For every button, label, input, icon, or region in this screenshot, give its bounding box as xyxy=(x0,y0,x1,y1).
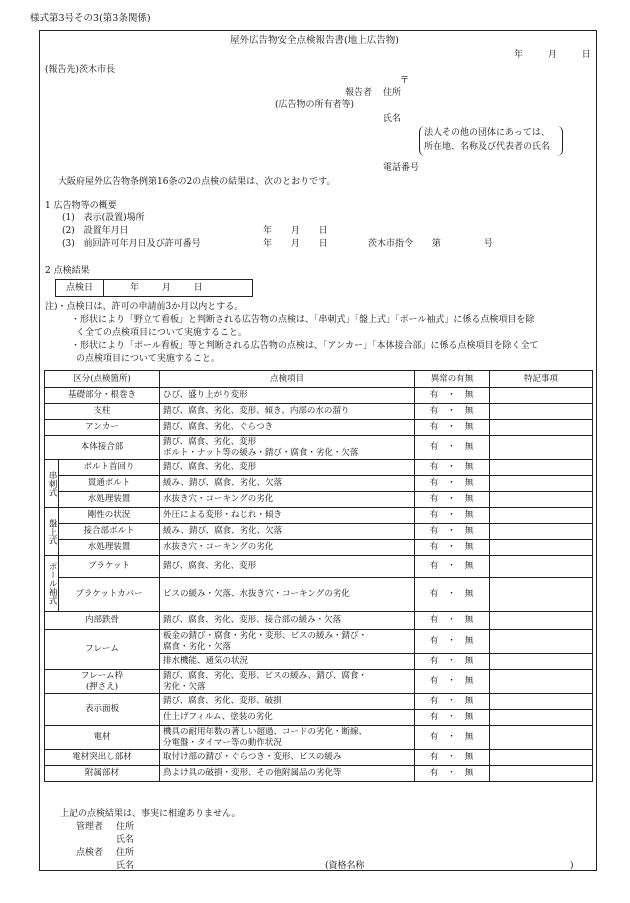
abnormal-check[interactable]: 有 ・ 無 xyxy=(415,524,490,540)
section1-heading: 1 広告物等の概要 xyxy=(45,201,117,211)
remarks-cell[interactable] xyxy=(490,540,593,556)
inspection-date-box xyxy=(55,279,253,297)
remarks-cell[interactable] xyxy=(490,694,593,710)
abnormal-check[interactable]: 有 ・ 無 xyxy=(415,508,490,524)
group-pole: ポール袖式 xyxy=(45,556,59,612)
remarks-cell[interactable] xyxy=(490,524,593,540)
table-row: 串刺式 ボルト首回り 錆び、腐食、劣化、変形 有 ・ 無 xyxy=(45,460,593,476)
remarks-cell[interactable] xyxy=(490,556,593,578)
addressee: (報告先)茨木市長 xyxy=(45,65,116,75)
abnormal-check[interactable]: 有 ・ 無 xyxy=(415,750,490,766)
qualification-close: ) xyxy=(570,861,574,871)
remarks-cell[interactable] xyxy=(490,766,593,782)
inspection-date-value[interactable]: 年 月 日 xyxy=(130,283,203,293)
manager-label: 管理者 xyxy=(76,822,104,832)
permit-date-fields: 年 月 日 xyxy=(263,239,328,249)
remarks-cell[interactable] xyxy=(490,404,593,420)
owner-note: (広告物の所有者等) xyxy=(275,100,355,110)
table-row: 基礎部分・根巻き ひび、盛り上がり変形 有 ・ 無 xyxy=(45,388,593,404)
inspector-address-label: 住所 xyxy=(116,848,135,858)
remarks-cell[interactable] xyxy=(490,750,593,766)
manager-address-label: 住所 xyxy=(116,822,135,832)
abnormal-check[interactable]: 有 ・ 無 xyxy=(415,476,490,492)
table-row: 表示面板 錆び、腐食、劣化、変形、破損 有 ・ 無 xyxy=(45,694,593,710)
table-row: 支柱 錆び、腐食、劣化、変形、傾き、内部の水の溜り 有 ・ 無 xyxy=(45,404,593,420)
abnormal-check[interactable]: 有 ・ 無 xyxy=(415,436,490,460)
group-banjo: 盤上式 xyxy=(45,508,59,556)
note-line-1: 注)・点検日は、許可の申請前3か月以内とする。 xyxy=(45,302,244,312)
table-row: 水処理装置 水抜き穴・コーキングの劣化 有 ・ 無 xyxy=(45,492,593,508)
abnormal-check[interactable]: 有 ・ 無 xyxy=(415,460,490,476)
remarks-cell[interactable] xyxy=(490,654,593,670)
abnormal-check[interactable]: 有 ・ 無 xyxy=(415,766,490,782)
remarks-cell[interactable] xyxy=(490,420,593,436)
install-date-fields: 年 月 日 xyxy=(263,226,328,236)
abnormal-check[interactable]: 有 ・ 無 xyxy=(415,630,490,654)
table-row: 電材突出し部材 取付け部の錆び・ぐらつき・変形、ビスの緩み 有 ・ 無 xyxy=(45,750,593,766)
inspection-date-label: 点検日 xyxy=(56,280,104,296)
section2-heading: 2 点検結果 xyxy=(45,266,90,276)
header-remarks: 特記事項 xyxy=(490,371,593,388)
corporate-note-line2: 所在地、名称及び代表者の氏名 xyxy=(424,142,551,152)
note-line-4: ・形状により「ポール看板」等と判断される広告物の点検は、「アンカー」「本体接合部」に係る点検項目を除く全て xyxy=(71,341,539,351)
remarks-cell[interactable] xyxy=(490,726,593,750)
remarks-cell[interactable] xyxy=(490,508,593,524)
overview-item-location: (1) 表示(設置)場所 xyxy=(62,213,145,223)
overview-item-permit: (3) 前回許可年月日及び許可番号 xyxy=(62,239,201,249)
abnormal-check[interactable]: 有 ・ 無 xyxy=(415,654,490,670)
abnormal-check[interactable]: 有 ・ 無 xyxy=(415,710,490,726)
abnormal-check[interactable]: 有 ・ 無 xyxy=(415,404,490,420)
remarks-cell[interactable] xyxy=(490,630,593,654)
table-row: フレーム 板金の錆び・腐食・劣化・変形、ビスの緩み・錆び・ 腐食・劣化・欠落 有 ・ 無 xyxy=(45,630,593,654)
year-label: 年 xyxy=(514,50,524,60)
remarks-cell[interactable] xyxy=(490,578,593,612)
table-header-row xyxy=(45,371,593,388)
declaration-text: 上記の点検結果は、事実に相違ありません。 xyxy=(60,809,241,819)
table-row: 仕上げフィルム、塗装の劣化 有 ・ 無 xyxy=(45,710,593,726)
table-row: 内部鉄骨 錆び、腐食、劣化、変形、接合部の緩み・欠落 有 ・ 無 xyxy=(45,612,593,630)
header-abnormal: 異常の有無 xyxy=(415,371,490,388)
postal-mark: 〒 xyxy=(400,76,410,86)
remarks-cell[interactable] xyxy=(490,476,593,492)
intro-text: 大阪府屋外広告物条例第16条の2の点検の結果は、次のとおりです。 xyxy=(58,177,336,187)
header-item: 点検項目 xyxy=(160,371,415,388)
address-label: 住所 xyxy=(383,88,402,98)
name-label: 氏名 xyxy=(383,114,402,124)
table-row: ブラケットカバー ビスの緩み・欠落、水抜き穴・コーキングの劣化 有 ・ 無 xyxy=(45,578,593,612)
abnormal-check[interactable]: 有 ・ 無 xyxy=(415,556,490,578)
inspector-name-label: 氏名 xyxy=(116,861,135,871)
table-row: 本体接合部 錆び、腐食、劣化、変形 ボルト・ナット等の緩み・錆び・腐食・劣化・欠落 有 ・ 無 xyxy=(45,436,593,460)
inspection-table xyxy=(44,370,593,782)
table-row: 電材 機具の耐用年数の著しい超過、コードの劣化・断線、 分電盤・タイマー等の動作状況 有 ・ 無 xyxy=(45,726,593,750)
abnormal-check[interactable]: 有 ・ 無 xyxy=(415,694,490,710)
note-line-5: の点検項目について実施すること。 xyxy=(76,354,220,364)
qualification-label: (資格名称 xyxy=(325,861,365,871)
day-label: 日 xyxy=(581,50,591,60)
permit-number: 茨木市指令 第 号 xyxy=(368,239,493,249)
remarks-cell[interactable] xyxy=(490,612,593,630)
table-row: アンカー 錆び、腐食、劣化、ぐらつき 有 ・ 無 xyxy=(45,420,593,436)
page-title: 屋外広告物安全点検報告書(地上広告物) xyxy=(230,35,399,46)
remarks-cell[interactable] xyxy=(490,436,593,460)
abnormal-check[interactable]: 有 ・ 無 xyxy=(415,612,490,630)
table-row: フレーム枠 (押さえ) 錆び、腐食、劣化、変形、ビスの緩み、錆び、腐食・ 劣化・欠落 有 ・ 無 xyxy=(45,670,593,694)
table-row: 水処理装置 水抜き穴・コーキングの劣化 有 ・ 無 xyxy=(45,540,593,556)
abnormal-check[interactable]: 有 ・ 無 xyxy=(415,578,490,612)
overview-item-install-date: (2) 設置年月日 xyxy=(62,226,129,236)
date-header xyxy=(514,50,591,61)
corporate-note-line1: 法人その他の団体にあっては、 xyxy=(424,128,550,138)
table-row: 盤上式 剛性の状況 外圧による変形・ねじれ・傾き 有 ・ 無 xyxy=(45,508,593,524)
abnormal-check[interactable]: 有 ・ 無 xyxy=(415,388,490,404)
remarks-cell[interactable] xyxy=(490,460,593,476)
note-line-3: く全ての点検項目について実施すること。 xyxy=(76,328,247,338)
phone-label: 電話番号 xyxy=(383,163,420,173)
manager-name-label: 氏名 xyxy=(116,835,135,845)
remarks-cell[interactable] xyxy=(490,388,593,404)
table-row: 貫通ボルト 緩み、錆び、腐食、劣化、欠落 有 ・ 無 xyxy=(45,476,593,492)
abnormal-check[interactable]: 有 ・ 無 xyxy=(415,540,490,556)
inspector-label: 点検者 xyxy=(76,848,104,858)
form-number: 様式第3号その3(第3条関係) xyxy=(30,13,151,24)
reporter-label: 報告者 xyxy=(345,88,373,98)
table-row: 接合部ボルト 緩み、錆び、腐食、劣化、欠落 有 ・ 無 xyxy=(45,524,593,540)
header-category: 区分(点検箇所) xyxy=(45,371,160,388)
table-row: ポール袖式 ブラケット 錆び、腐食、劣化、変形 有 ・ 無 xyxy=(45,556,593,578)
group-kushizashi: 串刺式 xyxy=(45,460,59,508)
remarks-cell[interactable] xyxy=(490,710,593,726)
note-line-2: ・形状により「野立て看板」と判断される広告物の点検は、「串刺式」「盤上式」「ポール袖式」に係る点検項目を除 xyxy=(71,315,535,325)
abnormal-check[interactable]: 有 ・ 無 xyxy=(415,726,490,750)
corporate-note xyxy=(419,126,563,156)
remarks-cell[interactable] xyxy=(490,492,593,508)
remarks-cell[interactable] xyxy=(490,670,593,694)
table-row: 附属部材 鳥よけ具の破損・変形、その他附属品の劣化等 有 ・ 無 xyxy=(45,766,593,782)
abnormal-check[interactable]: 有 ・ 無 xyxy=(415,670,490,694)
abnormal-check[interactable]: 有 ・ 無 xyxy=(415,492,490,508)
month-label: 月 xyxy=(547,50,557,60)
abnormal-check[interactable]: 有 ・ 無 xyxy=(415,420,490,436)
table-row: 排水機能、通気の状況 有 ・ 無 xyxy=(45,654,593,670)
